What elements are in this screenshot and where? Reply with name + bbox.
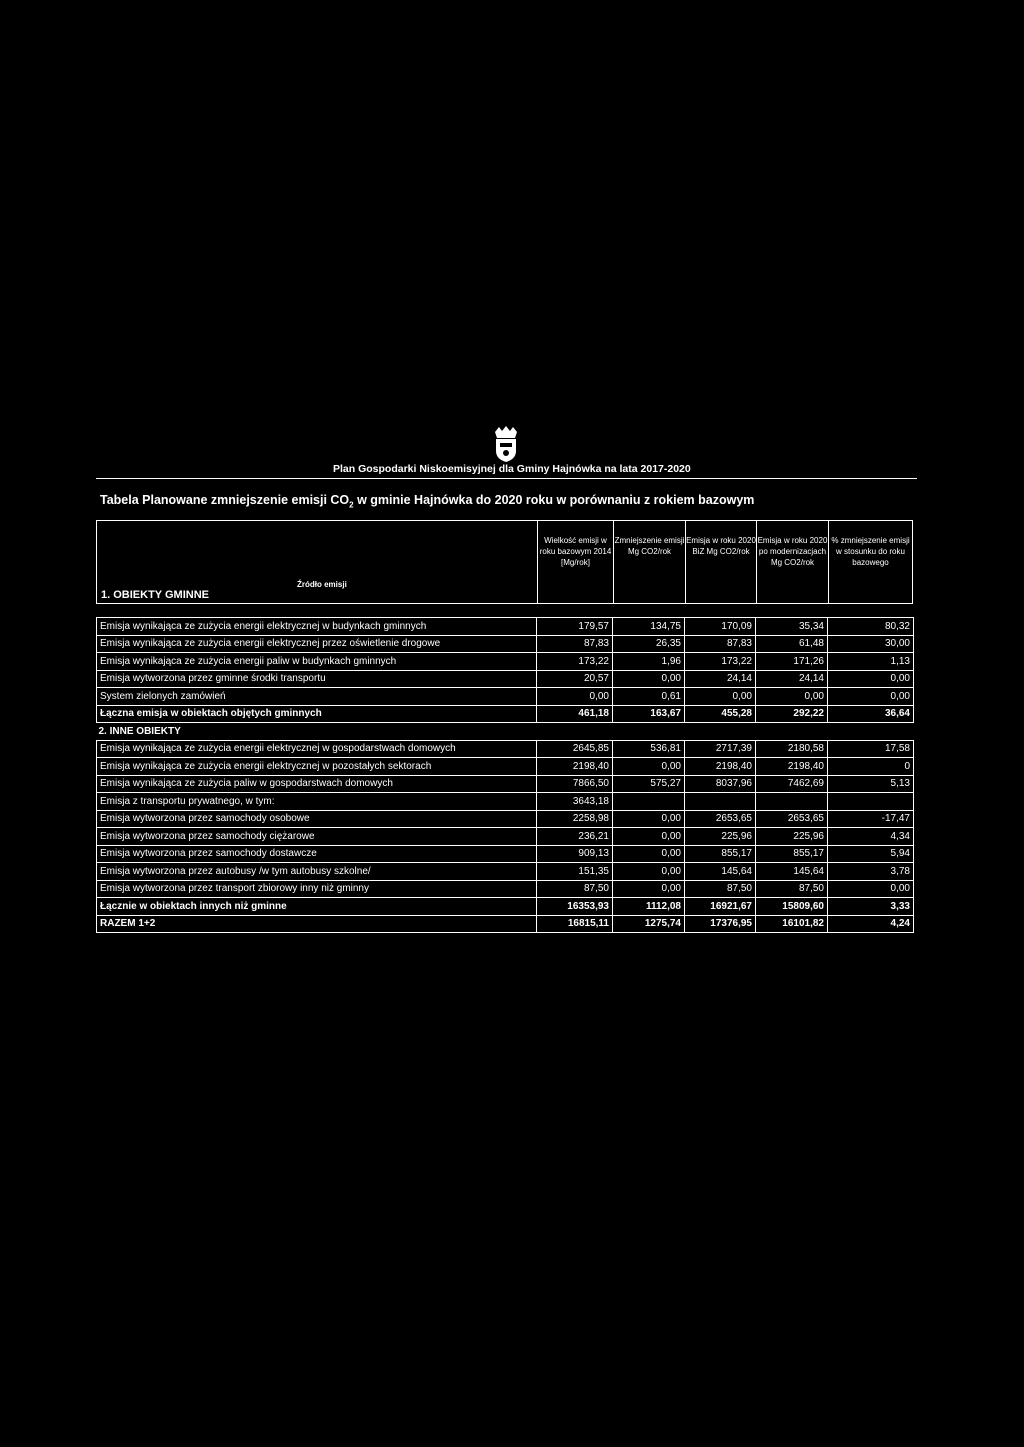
row-label: Emisja wynikająca ze zużycia energii elektrycznej w pozostałych sektorach [97,758,537,776]
column-header-biz-2020: Emisja w roku 2020 BiZ Mg CO2/rok [685,521,756,603]
row-value [756,793,828,811]
row-value: 179,57 [537,618,613,636]
row-value: 151,35 [537,863,613,881]
row-value: 15809,60 [756,898,828,916]
row-value: 1,13 [828,653,914,671]
row-value: 0,00 [537,688,613,706]
row-value: 3643,18 [537,793,613,811]
row-value: 4,24 [828,915,914,933]
row-value: 1,96 [613,653,685,671]
row-value: 16815,11 [537,915,613,933]
emissions-table [96,617,914,933]
column-header-after-modernization: Emisja w roku 2020 po modernizacjach Mg CO2/rok [756,521,828,603]
emissions-table-body [97,618,914,933]
row-value: 0,00 [613,828,685,846]
row-value: 0,00 [685,688,756,706]
table-row [97,828,914,846]
table-row [97,793,914,811]
row-label: Emisja wynikająca ze zużycia paliw w gospodarstwach domowych [97,775,537,793]
table-row [97,898,914,916]
row-value: 2198,40 [685,758,756,776]
row-value: 30,00 [828,635,914,653]
row-value: 855,17 [756,845,828,863]
row-value: 1275,74 [613,915,685,933]
column-header-baseline: Wielkość emisji w roku bazowym 2014 [Mg/rok] [537,521,613,603]
row-value: 16921,67 [685,898,756,916]
column-header-source: Źródło emisji [297,580,347,589]
row-value [685,793,756,811]
table-header [96,520,913,604]
row-label: Emisja wytworzona przez samochody dostawcze [97,845,537,863]
row-value: 0,00 [613,810,685,828]
row-value: 24,14 [685,670,756,688]
row-value: 2717,39 [685,740,756,758]
section-2-row [97,723,914,741]
row-value: 909,13 [537,845,613,863]
row-value: 0,00 [828,880,914,898]
table-row [97,863,914,881]
row-value: 5,94 [828,845,914,863]
row-value: 0,00 [613,863,685,881]
row-value: 2180,58 [756,740,828,758]
row-value: 2198,40 [537,758,613,776]
row-value: 3,33 [828,898,914,916]
row-value: 61,48 [756,635,828,653]
row-label: Emisja wytworzona przez transport zbiorowy inny niż gminny [97,880,537,898]
row-value: 1112,08 [613,898,685,916]
section-1-title: 1. OBIEKTY GMINNE [101,589,209,601]
row-label: Emisja z transportu prywatnego, w tym: [97,793,537,811]
row-value: -17,47 [828,810,914,828]
row-label: Emisja wytworzona przez autobusy /w tym autobusy szkolne/ [97,863,537,881]
document-header: Plan Gospodarki Niskoemisyjnej dla Gminy Hajnówka na lata 2017-2020 [333,463,691,475]
row-value: 17376,95 [685,915,756,933]
row-value: 171,26 [756,653,828,671]
row-value: 173,22 [537,653,613,671]
row-value: 145,64 [685,863,756,881]
row-value: 16101,82 [756,915,828,933]
table-row [97,845,914,863]
row-value: 7866,50 [537,775,613,793]
row-value: 4,34 [828,828,914,846]
row-value: 0,00 [613,670,685,688]
row-label: Emisja wynikająca ze zużycia energii paliw w budynkach gminnych [97,653,537,671]
row-value: 0,00 [756,688,828,706]
row-value: 0 [828,758,914,776]
row-value: 292,22 [756,705,828,723]
table-row [97,705,914,723]
table-row [97,740,914,758]
row-value: 0,00 [613,845,685,863]
table-row [97,880,914,898]
row-label: Emisja wynikająca ze zużycia energii elektrycznej w gospodarstwach domowych [97,740,537,758]
row-label: Łączna emisja w obiektach objętych gminnych [97,705,537,723]
row-value: 461,18 [537,705,613,723]
row-label: Emisja wytworzona przez samochody osobowe [97,810,537,828]
row-value: 3,78 [828,863,914,881]
row-value: 536,81 [613,740,685,758]
table-row [97,758,914,776]
row-label: RAZEM 1+2 [97,915,537,933]
row-value: 0,00 [828,670,914,688]
row-value: 24,14 [756,670,828,688]
column-header-reduction: Zmniejszenie emisji Mg CO2/rok [613,521,685,603]
row-value: 236,21 [537,828,613,846]
table-row [97,688,914,706]
row-value: 36,64 [828,705,914,723]
row-value: 134,75 [613,618,685,636]
row-value: 7462,69 [756,775,828,793]
row-value [828,793,914,811]
row-value: 575,27 [613,775,685,793]
row-value: 173,22 [685,653,756,671]
row-value: 2653,65 [756,810,828,828]
row-value: 8037,96 [685,775,756,793]
row-value: 16353,93 [537,898,613,916]
row-label: Emisja wytworzona przez gminne środki transportu [97,670,537,688]
row-value: 87,83 [685,635,756,653]
row-value: 0,00 [613,880,685,898]
crest-icon [491,426,521,462]
row-value: 145,64 [756,863,828,881]
row-label: Emisja wynikająca ze zużycia energii elektrycznej w budynkach gminnych [97,618,537,636]
row-value: 0,00 [613,758,685,776]
row-value: 35,34 [756,618,828,636]
row-value: 26,35 [613,635,685,653]
table-row [97,670,914,688]
row-value: 2198,40 [756,758,828,776]
row-label: Łącznie w obiektach innych niż gminne [97,898,537,916]
section-2-title: 2. INNE OBIEKTY [98,725,181,737]
row-label: System zielonych zamówień [97,688,537,706]
row-value: 87,50 [537,880,613,898]
row-value: 170,09 [685,618,756,636]
row-label: Emisja wynikająca ze zużycia energii elektrycznej przez oświetlenie drogowe [97,635,537,653]
row-value: 87,83 [537,635,613,653]
table-row [97,775,914,793]
row-value [613,793,685,811]
table-row [97,810,914,828]
table-row [97,653,914,671]
row-value: 855,17 [685,845,756,863]
row-value: 2653,65 [685,810,756,828]
table-row [97,618,914,636]
row-value: 163,67 [613,705,685,723]
row-value: 20,57 [537,670,613,688]
row-value: 17,58 [828,740,914,758]
row-value: 5,13 [828,775,914,793]
row-value: 80,32 [828,618,914,636]
row-value: 0,00 [828,688,914,706]
row-value: 225,96 [756,828,828,846]
row-label: Emisja wytworzona przez samochody ciężarowe [97,828,537,846]
column-header-percent-reduction: % zmniejszenie emisji w stosunku do roku bazowego [828,521,912,603]
row-value: 2258,98 [537,810,613,828]
table-row [97,635,914,653]
header-divider [96,478,917,479]
table-caption: Tabela Planowane zmniejszenie emisji $CO_2$ w gminie Hajnówka do 2020 roku w porównaniu z rokiem bazowym [100,493,755,510]
table-row [97,915,914,933]
row-value: 0,61 [613,688,685,706]
row-value: 455,28 [685,705,756,723]
row-value: 225,96 [685,828,756,846]
row-value: 2645,85 [537,740,613,758]
row-value: 87,50 [756,880,828,898]
row-value: 87,50 [685,880,756,898]
